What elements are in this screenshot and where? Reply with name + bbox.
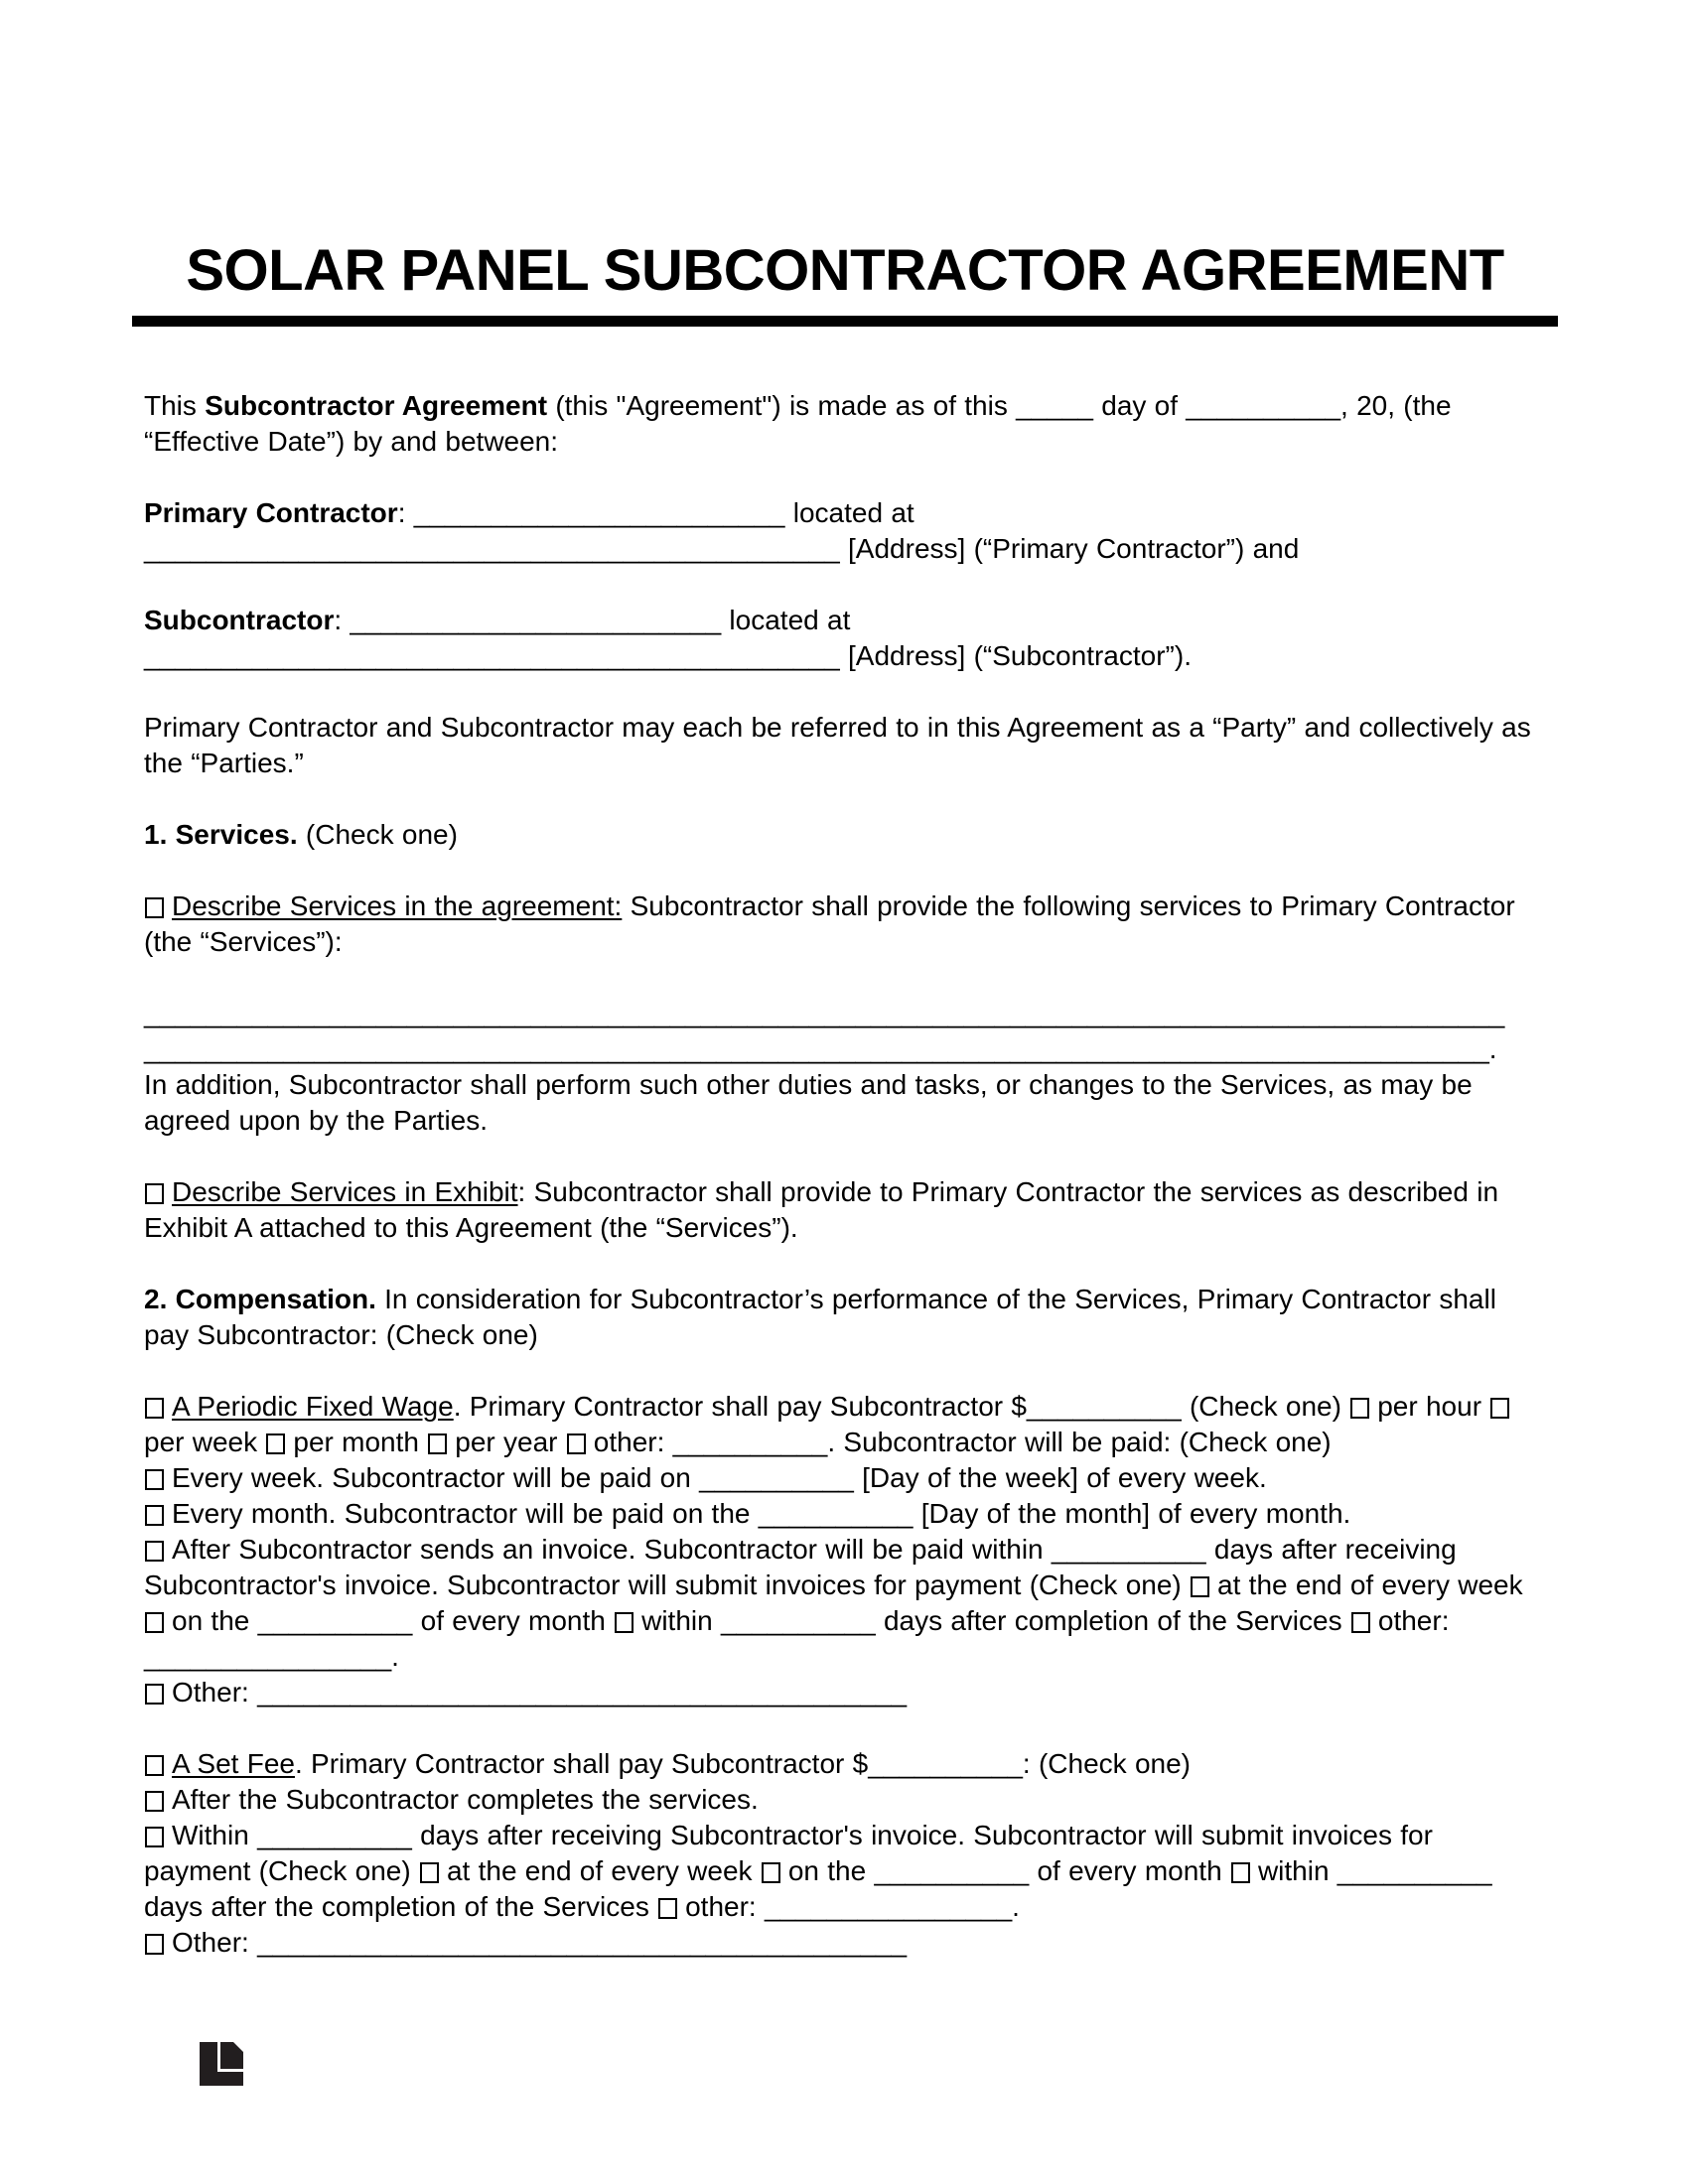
checkbox-icon[interactable] <box>145 1541 164 1562</box>
text-run: _____________________________________________ [Address] (“Primary Contractor”) and <box>144 533 1300 565</box>
checkbox-icon[interactable] <box>428 1433 447 1454</box>
checkbox-icon[interactable] <box>615 1612 633 1633</box>
checkbox-icon[interactable] <box>145 1505 164 1526</box>
text-run: Other: __________________________________________ <box>172 1927 908 1959</box>
text-run: on the __________ of every month <box>172 1605 615 1637</box>
checkbox-icon[interactable] <box>1231 1862 1250 1883</box>
checkbox-icon[interactable] <box>658 1898 677 1919</box>
checkbox-icon[interactable] <box>762 1862 780 1883</box>
primary-contractor-block <box>144 495 1546 567</box>
text-run: A Periodic Fixed Wage <box>172 1391 454 1423</box>
checkbox-icon[interactable] <box>145 1791 164 1812</box>
checkbox-icon[interactable] <box>145 1183 164 1204</box>
text-run: . Primary Contractor shall pay Subcontractor $__________: (Check one) <box>294 1748 1191 1780</box>
title-underline-rule <box>132 316 1558 327</box>
text-run: 2. Compensation. <box>144 1284 376 1315</box>
logo-folded-corner <box>233 2042 243 2052</box>
text-run: 1. Services. <box>144 819 298 851</box>
text-run: _____________________________________________ [Address] (“Subcontractor”). <box>144 640 1192 672</box>
text-run: within __________ days after completion of the Services <box>641 1605 1350 1637</box>
checkbox-icon[interactable] <box>567 1433 586 1454</box>
compensation-section-heading <box>144 1282 1546 1353</box>
checkbox-icon[interactable] <box>145 1398 164 1419</box>
text-run: : ________________________ located at <box>334 605 851 636</box>
services-description-blanks <box>144 996 1546 1139</box>
logo-l-vertical <box>217 2042 220 2072</box>
services-section-heading <box>144 817 1546 853</box>
text-run: per hour <box>1377 1391 1490 1423</box>
set-fee-option <box>144 1746 1546 1961</box>
text-run: (Check one) <box>297 819 458 851</box>
text-run: A Set Fee <box>172 1748 295 1780</box>
text-run: Describe Services in the agreement: <box>172 890 623 922</box>
text-run: . Primary Contractor shall pay Subcontractor $__________ (Check one) <box>453 1391 1350 1423</box>
intro-paragraph <box>144 388 1546 460</box>
describe-services-agreement-option <box>144 888 1546 960</box>
text-run: other: __________. Subcontractor will be paid: (Check one) <box>593 1427 1332 1458</box>
text-run: on the __________ of every month <box>787 1855 1230 1887</box>
text-run: Primary Contractor and Subcontractor may each be referred to in this Agreement as a “Party” and collectively as the “Parties.” <box>144 712 1531 779</box>
checkbox-icon[interactable] <box>145 1469 164 1490</box>
text-run: : Subcontractor shall provide to Primary Contractor the services as described in Exhibit A attached to this Agreement (the “Services”). <box>144 1176 1499 1244</box>
text-run: other: ________________. <box>144 1605 1450 1673</box>
text-run: Other: __________________________________________ <box>172 1677 908 1708</box>
text-run: This <box>144 390 206 422</box>
checkbox-icon[interactable] <box>1351 1612 1370 1633</box>
describe-services-exhibit-option <box>144 1174 1546 1246</box>
text-run: Every month. Subcontractor will be paid on the __________ [Day of the month] of every month. <box>172 1498 1351 1530</box>
text-run: per week <box>144 1427 266 1458</box>
text-run: Primary Contractor <box>144 497 398 529</box>
text-run: per year <box>455 1427 566 1458</box>
legal-templates-logo <box>200 2042 243 2086</box>
text-run: After Subcontractor sends an invoice. Subcontractor will be paid within __________ days after receiving Subcontractor's invoice. Subcontractor will submit invoices for payment (Check one) <box>144 1534 1457 1601</box>
page-title: SOLAR PANEL SUBCONTRACTOR AGREEMENT <box>186 238 1504 303</box>
text-run: Subcontractor Agreement <box>205 390 548 422</box>
text-run: In addition, Subcontractor shall perform such other duties and tasks, or changes to the Services, as may be agreed upon by the Parties. <box>144 1069 1473 1137</box>
checkbox-icon[interactable] <box>420 1862 439 1883</box>
text-run: Every week. Subcontractor will be paid on __________ [Day of the week] of every week. <box>172 1462 1267 1494</box>
document-content <box>144 240 1546 1996</box>
checkbox-icon[interactable] <box>145 1755 164 1776</box>
periodic-fixed-wage-option <box>144 1389 1546 1710</box>
logo-l-horizontal <box>217 2069 243 2072</box>
text-run: per month <box>293 1427 428 1458</box>
checkbox-icon[interactable] <box>1350 1398 1369 1419</box>
text-run: After the Subcontractor completes the services. <box>172 1784 759 1816</box>
text-run: (this "Agreement") is made as of this _____ day of __________, 20, (the “Effective Date”) by and between: <box>144 390 1452 458</box>
document-body <box>144 388 1546 1961</box>
checkbox-icon[interactable] <box>1191 1576 1209 1597</box>
text-run: other: ________________. <box>685 1891 1020 1923</box>
checkbox-icon[interactable] <box>145 1934 164 1955</box>
checkbox-icon[interactable] <box>145 1827 164 1847</box>
checkbox-icon[interactable] <box>266 1433 285 1454</box>
text-run: Subcontractor <box>144 605 335 636</box>
text-run: Subcontractor shall provide the following services to Primary Contractor (the “Services”): <box>144 890 1515 958</box>
text-run: at the end of every week <box>1217 1570 1523 1601</box>
text-run: ________________________________________________________________________________________ <box>144 998 1505 1029</box>
parties-paragraph <box>144 710 1546 781</box>
text-run: _______________________________________________________________________________________. <box>144 1033 1497 1065</box>
text-run: at the end of every week <box>446 1855 761 1887</box>
checkbox-icon[interactable] <box>145 897 164 918</box>
checkbox-icon[interactable] <box>145 1684 164 1705</box>
text-run: In consideration for Subcontractor’s performance of the Services, Primary Contractor shall pay Subcontractor: (Check one) <box>144 1284 1496 1351</box>
subcontractor-block <box>144 603 1546 674</box>
text-run: within __________ days after the completion of the Services <box>144 1855 1492 1923</box>
checkbox-icon[interactable] <box>145 1612 164 1633</box>
text-run: : ________________________ located at <box>397 497 914 529</box>
checkbox-icon[interactable] <box>1490 1398 1509 1419</box>
text-run: Within __________ days after receiving Subcontractor's invoice. Subcontractor will submit invoices for payment (Check one) <box>144 1820 1433 1887</box>
text-run: Describe Services in Exhibit <box>172 1176 518 1208</box>
